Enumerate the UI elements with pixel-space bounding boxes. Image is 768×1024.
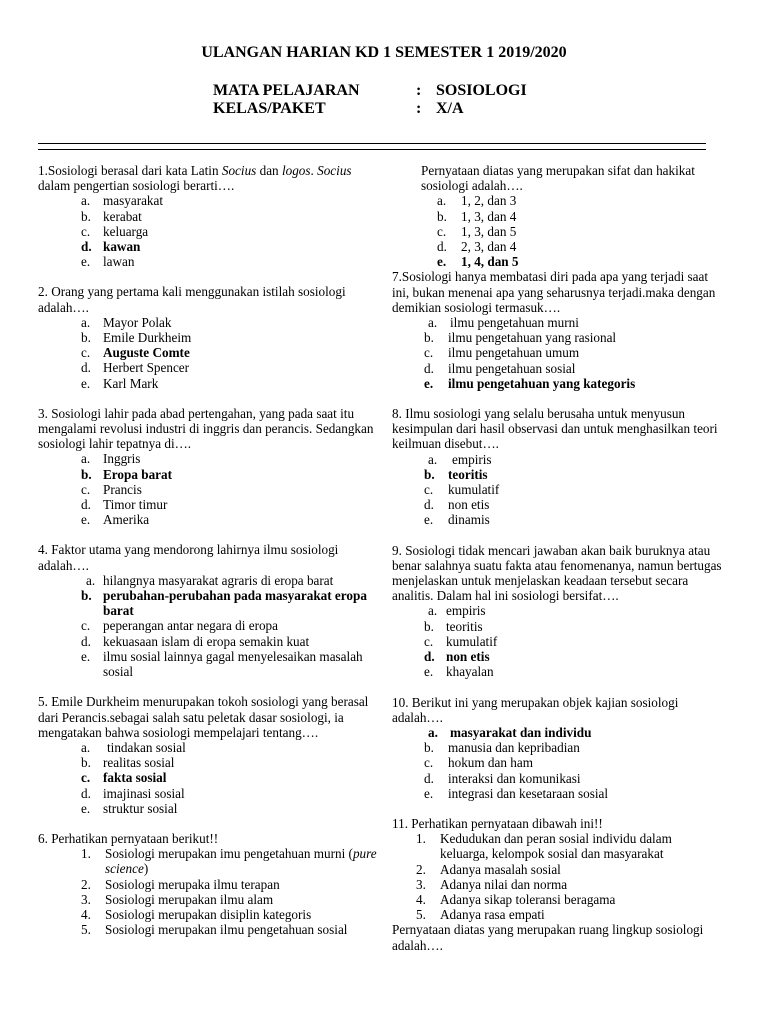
- option: c. kumulatif: [424, 482, 500, 498]
- option: a. empiris: [428, 451, 492, 467]
- class-colon: :: [416, 100, 422, 117]
- question-1: [38, 163, 378, 269]
- option: a. tindakan sosial: [81, 739, 186, 755]
- option: a. hilangnya masyarakat agraris di eropa barat: [86, 572, 334, 588]
- class-label: KELAS/PAKET: [213, 100, 326, 117]
- question-11: [392, 816, 722, 953]
- option: c. 1, 3, dan 5: [437, 223, 517, 239]
- option: a. 1, 2, dan 3: [437, 193, 517, 209]
- option-answer: b. Eropa barat: [81, 466, 172, 482]
- question-6-continued: [392, 163, 722, 269]
- option: d. non etis: [424, 497, 490, 513]
- header-rule-top: [38, 143, 706, 144]
- class-row: [213, 100, 464, 118]
- option: c. kumulatif: [424, 633, 498, 649]
- option: a. ilmu pengetahuan murni: [428, 315, 579, 331]
- subject-row: [213, 82, 527, 100]
- question-7: [392, 269, 722, 391]
- question-11-text: 11. Perhatikan pernyataan dibawah ini!!: [392, 815, 603, 831]
- question-5: [38, 694, 378, 816]
- statement: 1. Sosiologi merupakan imu pengetahuan murni (pure science): [81, 846, 377, 877]
- question-3: [38, 406, 378, 528]
- statement: 4. Adanya sikap toleransi beragama: [416, 891, 616, 907]
- left-column: [38, 163, 378, 937]
- option: b. kerabat: [81, 208, 142, 224]
- option-answer: b. perubahan-perubahan pada masyarakat eropa barat: [81, 588, 367, 619]
- option: c. Prancis: [81, 481, 142, 497]
- right-column: [392, 163, 722, 953]
- question-6-cont-text: Pernyataan diatas yang merupakan sifat dan hakikat sosiologi adalah….: [421, 163, 695, 194]
- subject-colon: :: [416, 82, 422, 99]
- option: c. peperangan antar negara di eropa: [81, 618, 278, 634]
- option: d. 2, 3, dan 4: [437, 239, 517, 255]
- question-4: [38, 542, 378, 679]
- statement: 3. Adanya nilai dan norma: [416, 876, 568, 892]
- statement: 2. Adanya masalah sosial: [416, 861, 561, 877]
- statement: 4. Sosiologi merupakan disiplin kategoris: [81, 906, 312, 922]
- option: d. Timor timur: [81, 497, 168, 513]
- statement: 3. Sosiologi merupakan ilmu alam: [81, 891, 274, 907]
- option: c. hokum dan ham: [424, 755, 533, 771]
- option-answer: e. ilmu pengetahuan yang kategoris: [424, 375, 636, 391]
- question-2: [38, 284, 378, 390]
- option: a. empiris: [428, 603, 486, 619]
- question-4-text: 4. Faktor utama yang mendorong lahirnya ilmu sosiologi adalah….: [38, 542, 339, 573]
- option: e. Karl Mark: [81, 375, 159, 391]
- option-answer: e. 1, 4, dan 5: [437, 254, 519, 270]
- option-answer: d. kawan: [81, 239, 141, 255]
- class-value: X/A: [436, 100, 464, 117]
- question-11-cont-text: Pernyataan diatas yang merupakan ruang lingkup sosiologi adalah….: [392, 922, 704, 953]
- question-9: [392, 543, 722, 680]
- question-1-text: 1.Sosiologi berasal dari kata Latin Socius dan logos. Socius dalam pengertian sosiologi berarti….: [38, 163, 352, 194]
- option-answer: d. non etis: [424, 649, 490, 665]
- question-5-text: 5. Emile Durkheim menurupakan tokoh sosiologi yang berasal dari Perancis.sebagai salah satu peletak dasar sosiologi, ia mengatakan bahwa sosiologi mempelajari tentang….: [38, 694, 369, 740]
- option: e. dinamis: [424, 512, 490, 528]
- option: b. ilmu pengetahuan yang rasional: [424, 330, 617, 346]
- option-answer: a. masyarakat dan individu: [428, 724, 592, 740]
- option-answer: b. teoritis: [424, 466, 488, 482]
- option: b. Emile Durkheim: [81, 330, 192, 346]
- option: b. realitas sosial: [81, 755, 175, 771]
- header-rule-bottom: [38, 149, 706, 150]
- question-6-text: 6. Perhatikan pernyataan berikut!!: [38, 830, 219, 846]
- option: e. khayalan: [424, 664, 494, 680]
- option: b. manusia dan kepribadian: [424, 740, 580, 756]
- question-7-text: 7.Sosiologi hanya membatasi diri pada apa yang terjadi saat ini, bukan menenai apa yang seharusnya terjadi.maka dengan demikian sosiologi termasuk….: [392, 269, 716, 315]
- option: e. struktur sosial: [81, 800, 178, 816]
- option: a. masyarakat: [81, 193, 164, 209]
- question-8-text: 8. Ilmu sosiologi yang selalu berusaha untuk menyusun kesimpulan dari hasil observasi dan untuk menghasilkan teori keilmuan disebut….: [392, 406, 718, 452]
- option: c. keluarga: [81, 223, 149, 239]
- question-2-text: 2. Orang yang pertama kali menggunakan istilah sosiologi adalah….: [38, 284, 346, 315]
- subject-value: SOSIOLOGI: [436, 82, 527, 99]
- exam-title: ULANGAN HARIAN KD 1 SEMESTER 1 2019/2020: [201, 44, 567, 61]
- option: d. kekuasaan islam di eropa semakin kuat: [81, 633, 310, 649]
- option: c. ilmu pengetahuan umum: [424, 345, 580, 361]
- option: b. teoritis: [424, 618, 483, 634]
- option: d. imajinasi sosial: [81, 785, 185, 801]
- option: a. Mayor Polak: [81, 314, 172, 330]
- option-answer: c. Auguste Comte: [81, 345, 190, 361]
- option: e. integrasi dan kesetaraan sosial: [424, 785, 609, 801]
- option: e. lawan: [81, 254, 135, 270]
- question-10-text: 10. Berikut ini yang merupakan objek kajian sosiologi adalah….: [392, 694, 679, 725]
- question-6: [38, 831, 378, 937]
- option-answer: c. fakta sosial: [81, 770, 167, 786]
- question-3-text: 3. Sosiologi lahir pada abad pertengahan, yang pada saat itu mengalami revolusi industri di inggris dan perancis. Sedangkan sosiologi lahir tepatnya di….: [38, 405, 374, 452]
- statement: 5. Adanya rasa empati: [416, 907, 545, 923]
- question-10: [392, 695, 722, 801]
- option: e. ilmu sosial lainnya gagal menyelesaikan masalah sosial: [81, 648, 363, 680]
- option: d. Herbert Spencer: [81, 360, 190, 376]
- question-9-text: 9. Sosiologi tidak mencari jawaban akan baik buruknya atau benar salahnya suatu fakta atau fenomenanya, namun bertugas menjelaskan untuk menjelaskan keadaan tersebut secara analitis. Dalam hal ini sosiologi bersifat….: [392, 542, 722, 604]
- option: a. Inggris: [81, 451, 141, 467]
- question-8: [392, 406, 722, 528]
- statement: 5. Sosiologi merupakan ilmu pengetahuan sosial: [81, 922, 348, 938]
- option: d. interaksi dan komunikasi: [424, 770, 581, 786]
- statement: 2. Sosiologi merupaka ilmu terapan: [81, 876, 280, 892]
- statement: 1. Kedudukan dan peran sosial individu dalam keluarga, kelompok sosial dan masyarakat: [416, 831, 672, 862]
- option: d. ilmu pengetahuan sosial: [424, 360, 576, 376]
- option: e. Amerika: [81, 512, 150, 528]
- option: b. 1, 3, dan 4: [437, 208, 517, 224]
- subject-label: MATA PELAJARAN: [213, 82, 360, 99]
